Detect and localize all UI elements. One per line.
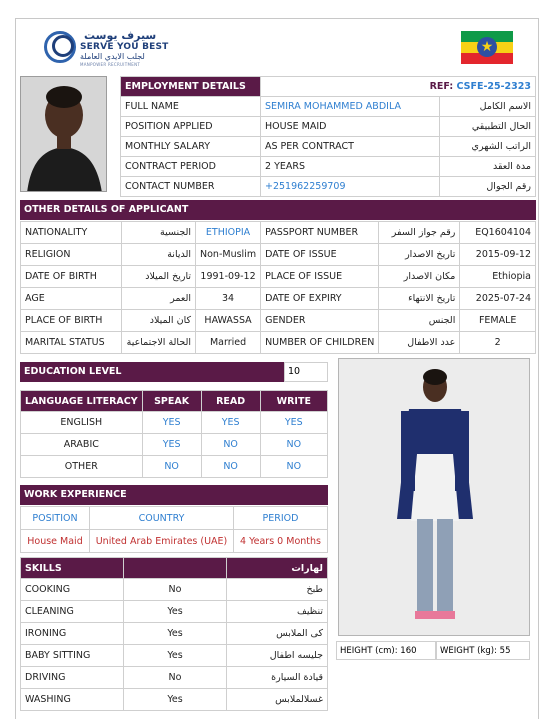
table-row (21, 332, 536, 354)
language-english: ENGLISH (21, 412, 143, 434)
table-cell: YES (260, 412, 327, 434)
table-cell: كان الميلاد (122, 310, 196, 332)
reference-number: CSFE-25-2323 (456, 81, 531, 92)
table-cell: NO (201, 434, 260, 456)
table-row (121, 117, 536, 137)
table-cell: LANGUAGE LITERACY (21, 391, 143, 412)
table-row (121, 137, 536, 157)
date-of-expiry-label: DATE OF EXPIRY (261, 288, 379, 310)
table-row (121, 157, 536, 177)
education-level-value: 10 (284, 362, 328, 382)
table-cell: عدد الاطفال (379, 332, 460, 354)
logo-arabic-bottom: لجلب الايدي العاملة (80, 52, 145, 61)
weight-value: WEIGHT (kg): 55 (436, 641, 530, 660)
religion-value: Non-Muslim (196, 244, 261, 266)
logo-subtitle: MANPOWER RECRUITMENT (80, 62, 141, 67)
age-value: 34 (196, 288, 261, 310)
table-cell: مدة العقد (440, 157, 536, 177)
marital-status-value: Married (196, 332, 261, 354)
date-of-birth-value: 1991-09-12 (196, 266, 261, 288)
table-cell: الاسم الكامل (440, 97, 536, 117)
table-row (121, 77, 536, 97)
table-cell: Yes (124, 689, 227, 711)
table-row (21, 623, 328, 645)
table-cell: الجنس (379, 310, 460, 332)
table-row (21, 288, 536, 310)
table-cell: READ (201, 391, 260, 412)
table-cell: جليسه اطفال (227, 645, 328, 667)
table-cell: رقم الجوال (440, 177, 536, 197)
table-cell: NO (201, 456, 260, 478)
logo-inner-ring-icon (52, 35, 74, 57)
table-cell: كى الملابس (227, 623, 328, 645)
table-cell: NO (142, 456, 201, 478)
place-of-birth-value: HAWASSA (196, 310, 261, 332)
table-cell: تنظيف (227, 601, 328, 623)
table-cell: NO (260, 456, 327, 478)
measurements-bar (336, 641, 530, 661)
date-of-expiry-value: 2025-07-24 (460, 288, 536, 310)
contract-period-label: CONTRACT PERIOD (121, 157, 261, 177)
date-of-birth-label: DATE OF BIRTH (21, 266, 122, 288)
table-cell: العمر (122, 288, 196, 310)
place-of-birth-label: PLACE OF BIRTH (21, 310, 122, 332)
age-label: AGE (21, 288, 122, 310)
skills-title: SKILLS (21, 558, 124, 579)
work-period-value: 4 Years 0 Months (234, 530, 328, 553)
table-cell: الجنسية (122, 222, 196, 244)
table-row (121, 97, 536, 117)
table-cell: No (124, 667, 227, 689)
work-position-value: House Maid (21, 530, 90, 553)
height-value: HEIGHT (cm): 160 (336, 641, 436, 660)
contact-number-label: CONTACT NUMBER (121, 177, 261, 197)
table-cell: YES (142, 434, 201, 456)
table-cell: SPEAK (142, 391, 201, 412)
table-cell: COOKING (21, 579, 124, 601)
education-level-label: EDUCATION LEVEL (20, 362, 284, 382)
table-row (21, 266, 536, 288)
table-cell: طبخ (227, 579, 328, 601)
table-cell: DRIVING (21, 667, 124, 689)
table-row (21, 558, 328, 579)
date-of-issue-label: DATE OF ISSUE (261, 244, 379, 266)
language-other: OTHER (21, 456, 143, 478)
table-cell: YES (201, 412, 260, 434)
gender-label: GENDER (261, 310, 379, 332)
table-cell: غسلالملابس (227, 689, 328, 711)
contact-number-value: +251962259709 (261, 177, 440, 197)
table-cell: IRONING (21, 623, 124, 645)
table-row (21, 244, 536, 266)
place-of-issue-label: PLACE OF ISSUE (261, 266, 379, 288)
table-cell: الحال التطبيقي (440, 117, 536, 137)
table-cell: NO (260, 434, 327, 456)
other-details-table (20, 221, 536, 354)
table-row (21, 507, 328, 530)
table-row (21, 645, 328, 667)
company-logo (44, 29, 194, 69)
language-arabic: ARABIC (21, 434, 143, 456)
marital-status-label: MARITAL STATUS (21, 332, 122, 354)
table-cell: الحالة الاجتماعية (122, 332, 196, 354)
table-row (21, 579, 328, 601)
table-row (121, 177, 536, 197)
table-cell: Yes (124, 645, 227, 667)
table-cell: لهارات (227, 558, 328, 579)
gender-value: FEMALE (460, 310, 536, 332)
religion-label: RELIGION (21, 244, 122, 266)
table-cell: CLEANING (21, 601, 124, 623)
logo-english: SERVE YOU BEST (80, 42, 169, 52)
table-row (21, 689, 328, 711)
passport-number-label: PASSPORT NUMBER (261, 222, 379, 244)
logo-arabic-top: سيرف يوست (84, 29, 157, 42)
language-table (20, 390, 328, 478)
table-cell: تاريخ الانتهاء (379, 288, 460, 310)
table-cell: BABY SITTING (21, 645, 124, 667)
applicant-full-body-photo (338, 358, 530, 636)
table-cell (124, 558, 227, 579)
applicant-portrait-photo (20, 76, 107, 192)
number-of-children-label: NUMBER OF CHILDREN (261, 332, 379, 354)
date-of-issue-value: 2015-09-12 (460, 244, 536, 266)
full-name-label: FULL NAME (121, 97, 261, 117)
full-name-value: SEMIRA MOHAMMED ABDILA (261, 97, 440, 117)
position-applied-label: POSITION APPLIED (121, 117, 261, 137)
position-applied-value: HOUSE MAID (261, 117, 440, 137)
table-cell: مكان الاصدار (379, 266, 460, 288)
table-row (21, 601, 328, 623)
table-cell: الديانة (122, 244, 196, 266)
table-cell: POSITION (21, 507, 90, 530)
reference-cell: REF: CSFE-25-2323 (261, 77, 536, 97)
table-cell: PERIOD (234, 507, 328, 530)
table-row (21, 667, 328, 689)
table-row (21, 434, 328, 456)
employment-title: EMPLOYMENT DETAILS (121, 77, 261, 97)
table-row (21, 412, 328, 434)
other-details-title: OTHER DETAILS OF APPLICANT (20, 200, 536, 220)
table-row (21, 456, 328, 478)
nationality-value: ETHIOPIA (196, 222, 261, 244)
work-experience-title: WORK EXPERIENCE (20, 485, 328, 505)
table-row (21, 530, 328, 553)
table-cell: COUNTRY (90, 507, 234, 530)
table-cell: No (124, 579, 227, 601)
table-cell: WRITE (260, 391, 327, 412)
passport-number-value: EQ1604104 (460, 222, 536, 244)
nationality-label: NATIONALITY (21, 222, 122, 244)
table-row (21, 222, 536, 244)
table-cell: YES (142, 412, 201, 434)
table-cell: رقم جواز السفر (379, 222, 460, 244)
work-experience-table (20, 506, 328, 553)
monthly-salary-label: MONTHLY SALARY (121, 137, 261, 157)
table-cell: WASHING (21, 689, 124, 711)
table-cell: تاريخ الاصدار (379, 244, 460, 266)
table-cell: Yes (124, 623, 227, 645)
work-country-value: United Arab Emirates (UAE) (90, 530, 234, 553)
table-row (21, 310, 536, 332)
table-cell: قيادة السيارة (227, 667, 328, 689)
contract-period-value: 2 YEARS (261, 157, 440, 177)
table-cell: الراتب الشهري (440, 137, 536, 157)
ethiopia-flag-icon: ★ (461, 31, 513, 64)
place-of-issue-value: Ethiopia (460, 266, 536, 288)
table-cell: تاريخ الميلاد (122, 266, 196, 288)
employment-table (120, 76, 536, 197)
table-cell: Yes (124, 601, 227, 623)
skills-table (20, 557, 328, 711)
number-of-children-value: 2 (460, 332, 536, 354)
table-row (21, 391, 328, 412)
monthly-salary-value: AS PER CONTRACT (261, 137, 440, 157)
